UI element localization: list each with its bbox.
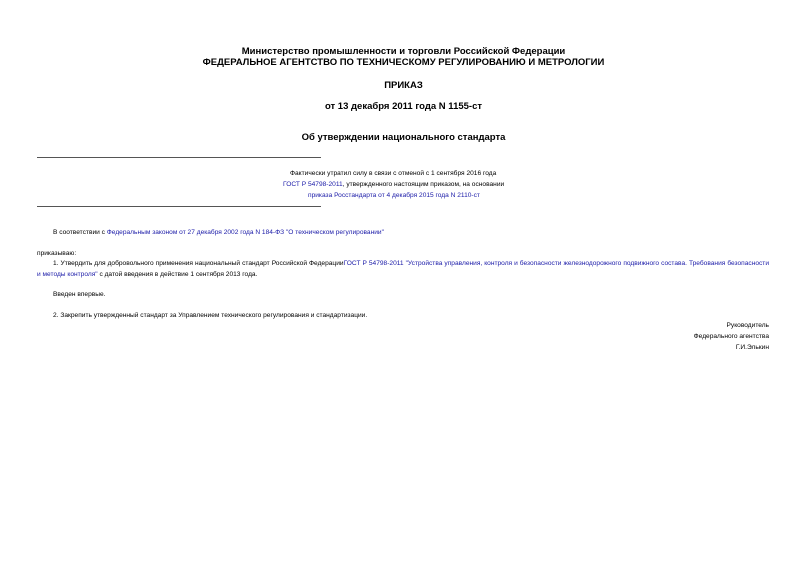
status-note-line2-text: , утвержденного настоящим приказом, на основании [342,181,505,188]
introduced-first: Введен впервые. [53,291,106,298]
gost-link[interactable]: ГОСТ Р 54798-2011 [283,181,343,188]
document-date-number: от 13 декабря 2011 года N 1155-ст [324,101,483,112]
bottom-divider [37,206,321,207]
top-divider [37,157,321,158]
rosstandart-order-link[interactable]: приказа Росстандарта от 4 декабря 2015 года N 2110-ст [308,192,480,199]
gost-standard-link[interactable]: ГОСТ Р 54798-2011 "Устройства управления, контроля и безопасности железнодорожного подвижного состава. Требования безопасности и методы контроля" [37,260,770,278]
ministry-name: Министерство промышленности и торговли Российской Федерации [241,46,566,57]
signature-title1: Руководитель [726,322,769,329]
document-subject: Об утверждении национального стандарта [301,132,506,143]
item1-tail: с датой введения в действие 1 сентября 2013 года. [97,271,258,278]
status-note-line3 [308,192,480,199]
document-type: ПРИКАЗ [384,80,423,91]
federal-law-link[interactable]: Федеральным законом от 27 декабря 2002 года N 184-ФЗ "О техническом регулировании" [106,229,384,236]
intro-paragraph [53,229,384,236]
signature-title2: Федерального агентства [693,333,769,340]
order-word: приказываю: [37,250,77,257]
item2-paragraph: 2. Закрепить утвержденный стандарт за Управлением технического регулирования и стандартизации. [53,312,368,319]
signature-name: Г.И.Элькин [735,344,769,351]
status-note-line1: Фактически утратил силу в связи с отменой с 1 сентября 2016 года [290,170,497,177]
agency-name: ФЕДЕРАЛЬНОЕ АГЕНТСТВО ПО ТЕХНИЧЕСКОМУ РЕГУЛИРОВАНИЮ И МЕТРОЛОГИИ [202,57,605,68]
item1-paragraph [37,258,769,280]
status-note-line2 [283,181,504,188]
item1-text: 1. Утвердить для добровольного применения национальный стандарт Российской Федерации [53,260,344,267]
intro-text: В соответствии с [53,229,107,236]
